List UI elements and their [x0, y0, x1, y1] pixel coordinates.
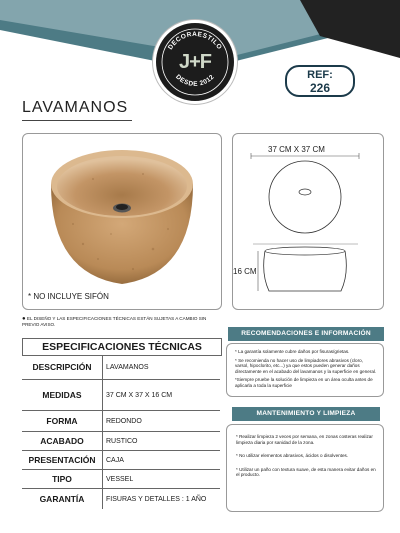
sink-photo [23, 134, 221, 309]
no-siphon-note: * NO INCLUYE SIFÓN [28, 292, 109, 301]
spec-row [22, 489, 220, 509]
spec-key: ACABADO [22, 432, 103, 450]
spec-key: PRESENTACIÓN [22, 451, 103, 469]
ref-number: 226 [309, 81, 331, 95]
spec-value: VESSEL [106, 475, 134, 483]
maintenance-box [226, 424, 384, 512]
maintenance-header: MANTENIMIENTO Y LIMPIEZA [232, 407, 380, 421]
dimension-diagram [232, 133, 384, 310]
page-title: LAVAMANOS [22, 99, 129, 116]
spec-value: LAVAMANOS [106, 363, 149, 371]
disclaimer-text: EL DISEÑO Y LAS ESPECIFICACIONES TÉCNICAS ESTÁN SUJETAS A CAMBIO SIN PREVIO AVISO. [22, 316, 207, 327]
recommendation-item: *Siempre pruebe la solución de limpieza en un área oculta antes de aplicarla a toda la superficie [235, 377, 373, 388]
spec-key: DESCRIPCIÓN [22, 355, 103, 379]
ref-badge [285, 65, 355, 97]
maintenance-item: * Realizar limpieza 2 veces por semana, en zonas costeras realizar limpieza diaria por sanidad de la zona. [236, 434, 373, 445]
dimension-drawing [233, 134, 383, 309]
spec-row [22, 411, 220, 432]
spec-row [22, 432, 220, 451]
dimension-top-label: 37 CM X 37 CM [268, 145, 325, 154]
ref-label: REF: [307, 69, 333, 81]
specs-title: ESPECIFICACIONES TÉCNICAS [22, 338, 222, 356]
spec-value: REDONDO [106, 417, 142, 425]
spec-value: 37 CM X 37 X 16 CM [106, 391, 173, 399]
brand-logo [153, 20, 237, 104]
title-underline [22, 120, 132, 121]
spec-key: TIPO [22, 470, 103, 488]
disclaimer-note: ● EL DISEÑO Y LAS ESPECIFICACIONES TÉCNICAS ESTÁN SUJETAS A CAMBIO SIN PREVIO AVISO. [22, 316, 207, 327]
brand-bottom-text: DESDE 2012 [174, 73, 216, 88]
recommendation-item: * La garantía solamente cubre daños por fisuras/grietas. [235, 349, 350, 354]
spec-key: GARANTÍA [22, 489, 103, 509]
spec-row [22, 380, 220, 411]
spec-key: FORMA [22, 411, 103, 431]
brand-top-text: DECORAESTILO [167, 30, 223, 52]
svg-text:DECORAESTILO [167, 31, 223, 51]
recommendation-item: * Se recomienda no hacer uso de limpiadores abrasivos (cloro, varsol, hipoclorito, etc...) ya que estos pueden generar daños directamente en el acabado del lavamanos y la superficie en general. [235, 357, 377, 374]
spec-row [22, 470, 220, 489]
spec-value: FISURAS Y DETALLES : 1 AÑO [106, 495, 207, 503]
product-photo-frame [22, 133, 222, 310]
dimension-side-label: 16 CM [233, 267, 257, 276]
spec-value: CAJA [106, 456, 124, 464]
recommendations-header: RECOMENDACIONES E INFORMACIÓN [228, 327, 384, 341]
spec-value: RUSTICO [106, 437, 138, 445]
svg-text:DESDE 2012 [174, 74, 216, 88]
brand-mark: J+F [178, 51, 212, 73]
spec-key: MEDIDAS [22, 380, 103, 410]
spec-row [22, 451, 220, 470]
maintenance-item: * No utilizar elementos abrasivos, ácidos o disolventes. [236, 453, 349, 459]
maintenance-item: * Utilizar un paño con textura suave, de esta manera evitar daños en el producto. [236, 466, 376, 478]
recommendations-box [226, 343, 384, 397]
spec-row [22, 355, 220, 380]
